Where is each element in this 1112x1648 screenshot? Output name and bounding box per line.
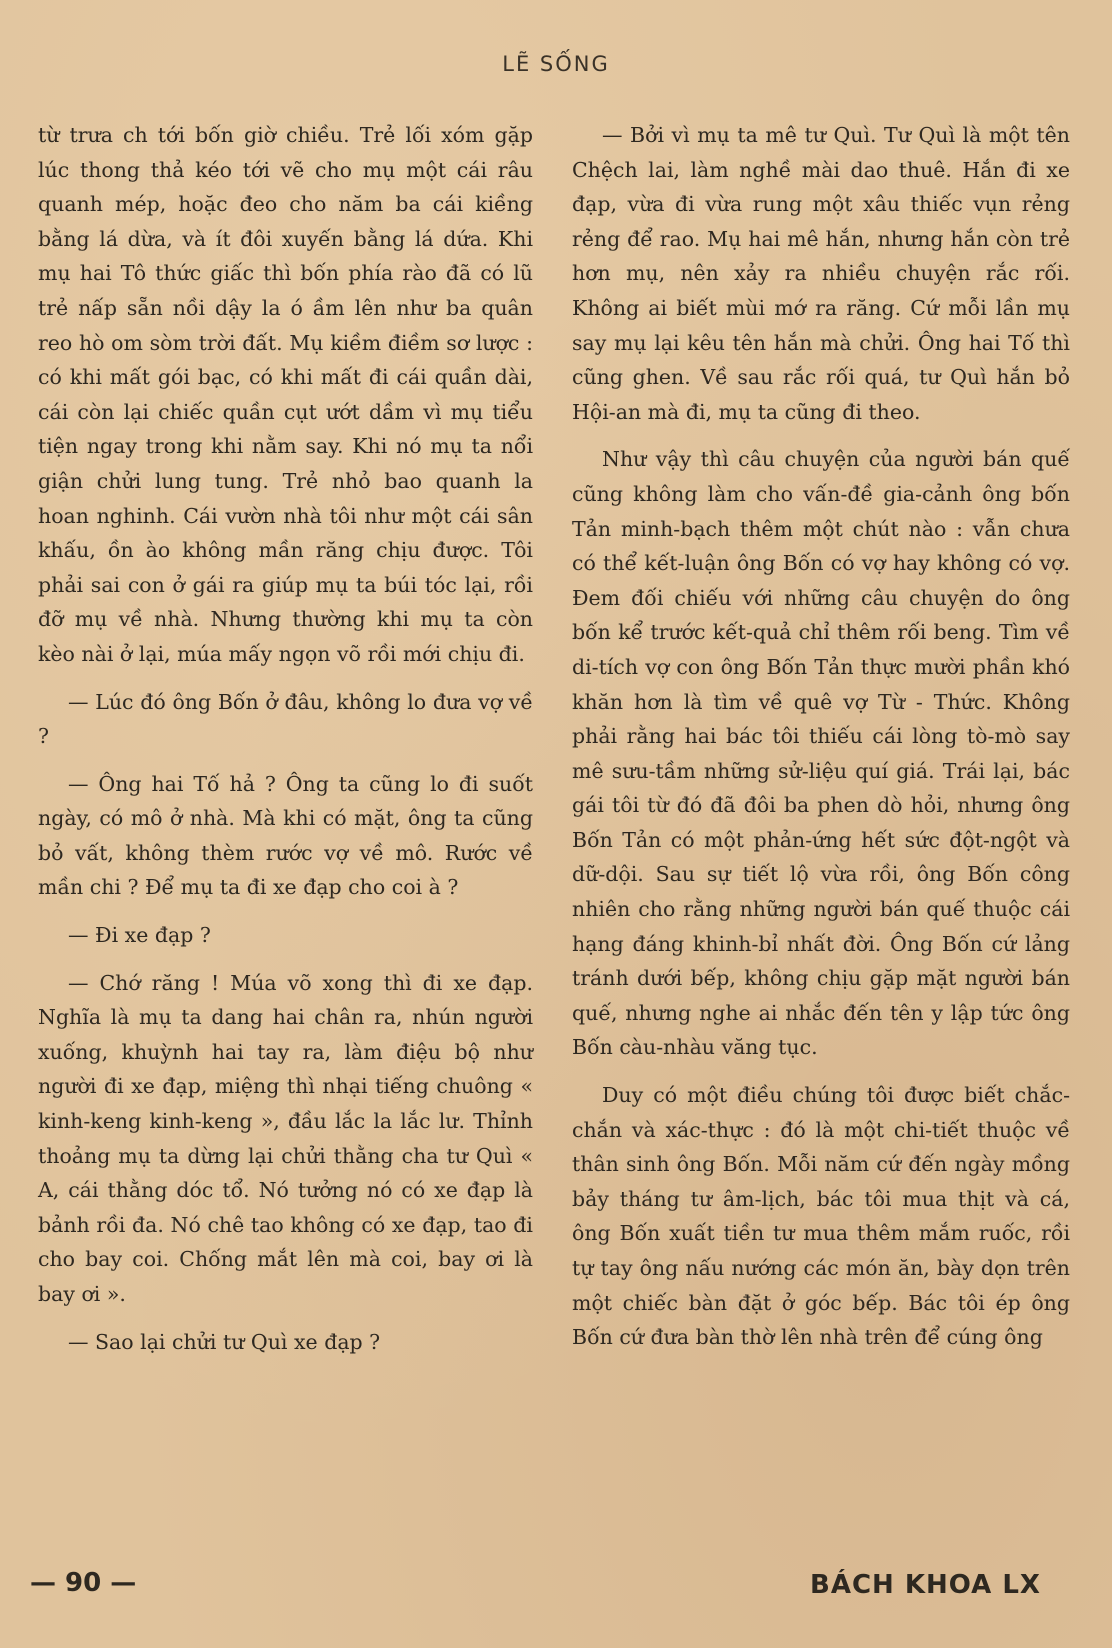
- paragraph: — Ông hai Tố hả ? Ông ta cũng lo đi suốt ngày, có mô ở nhà. Mà khi có mặt, ông ta cũng bỏ vất, không thèm rước vợ về mô. Rước về mần chi ? Để mụ ta đi xe đạp cho coi à ?: [38, 771, 533, 900]
- paragraph: Duy có một điều chúng tôi được biết chắc-chắn và xác-thực : đó là một chi-tiết thuộc về thân sinh ông Bốn. Mỗi năm cứ đến ngày mồng bảy tháng tư âm-lịch, bác tôi mua thịt và cá, ông Bốn xuất tiền tư mua thêm mắm ruốc, rồi tự tay ông nấu nướng các món ăn, bày dọn trên một chiếc bàn đặt ở góc bếp. Bác tôi ép ông Bốn cứ đưa bàn thờ lên nhà trên để cúng ông: [572, 1083, 1070, 1350]
- left-column: [38, 118, 533, 1372]
- paragraph: — Đi xe đạp ?: [68, 923, 211, 948]
- paragraph: từ trưa ch tới bốn giờ chiều. Trẻ lối xóm gặp lúc thong thả kéo tới vẽ cho mụ một cái râu quanh mép, hoặc đeo cho năm ba cái kiềng bằng lá dừa, và ít đôi xuyến bằng lá dứa. Khi mụ hai Tô thức giấc thì bốn phía rào đã có lũ trẻ nấp sẵn nồi dậy la ó ầm lên như ba quân reo hò om sòm trời đất. Mụ kiềm điềm sơ lược : có khi mất gói bạc, có khi mất đi cái quần dài, cái còn lại chiếc quần cụt ướt dầm vì mụ tiểu tiện ngay trong khi nằm say. Khi nó mụ ta nổi giận chửi lung tung. Trẻ nhỏ bao quanh la hoan nghinh. Cái vườn nhà tôi như một cái sân khấu, ồn ào không mần răng chịu được. Tôi phải sai con ở gái ra giúp mụ ta búi tóc lại, rồi đỡ mụ về nhà. Nhưng thường khi mụ ta còn kèo nài ở lại, múa mấy ngọn võ rồi mới chịu đi.: [38, 123, 533, 666]
- paragraph: — Chớ răng ! Múa võ xong thì đi xe đạp. Nghĩa là mụ ta dang hai chân ra, nhún người xuống, khuỳnh hai tay ra, làm điệu bộ như người đi xe đạp, miệng thì nhại tiếng chuông « kinh-keng kinh-keng », đầu lắc la lắc lư. Thỉnh thoảng mụ ta dừng lại chửi thằng cha tư Quì « A, cái thằng dóc tổ. Nó tưởng nó có xe đạp là bảnh rồi đa. Nó chê tao không có xe đạp, tao đi cho bay coi. Chống mắt lên mà coi, bay ơi là bay ơi ».: [38, 970, 533, 1306]
- paragraph: — Sao lại chửi tư Quì xe đạp ?: [68, 1329, 381, 1354]
- right-column: [572, 118, 1070, 1368]
- paragraph: Như vậy thì câu chuyện của người bán quế cũng không làm cho vấn-đề gia-cảnh ông bốn Tản minh-bạch thêm một chút nào : vẫn chưa có thể kết-luận ông Bốn có vợ hay không có vợ. Đem đối chiếu với những câu chuyện do ông bốn kể trước kết-quả chỉ thêm rối beng. Tìm về di-tích vợ con ông Bốn Tản thực mười phần khó khăn hơn là tìm về quê vợ Từ - Thức. Không phải rằng hai bác tôi thiếu cái lòng tò-mò say mê sưu-tầm những sử-liệu quí giá. Trái lại, bác gái tôi từ đó đã đôi ba phen dò hỏi, nhưng ông Bốn Tản có một phản-ứng hết sức đột-ngột và dữ-dội. Sau sự tiết lộ vừa rồi, ông Bốn công nhiên cho rằng những người bán quế thuộc cái hạng đáng khinh-bỉ nhất đời. Ông Bốn cứ lảng tránh dưới bếp, không chịu gặp mặt người bán quế, nhưng nghe ai nhắc đến tên y lập tức ông Bốn càu-nhàu văng tục.: [572, 447, 1070, 1060]
- paragraph: — Lúc đó ông Bốn ở đâu, không lo đưa vợ về ?: [38, 689, 533, 749]
- running-header: LẼ SỐNG: [502, 52, 610, 76]
- magazine-title: BÁCH KHOA LX: [810, 1570, 1041, 1600]
- page-number: — 90 —: [30, 1568, 137, 1598]
- paragraph: — Bởi vì mụ ta mê tư Quì. Tư Quì là một tên Chệch lai, làm nghề mài dao thuê. Hắn đi xe đạp, vừa đi vừa rung một xâu thiếc vụn rẻng rẻng để rao. Mụ hai mê hắn, nhưng hắn còn trẻ hơn mụ, nên xảy ra nhiều chuyện rắc rối. Không ai biết mùi mớ ra răng. Cứ mỗi lần mụ say mụ lại kêu tên hắn mà chửi. Ông hai Tố thì cũng ghen. Về sau rắc rối quá, tư Quì hắn bỏ Hội-an mà đi, mụ ta cũng đi theo.: [572, 123, 1070, 424]
